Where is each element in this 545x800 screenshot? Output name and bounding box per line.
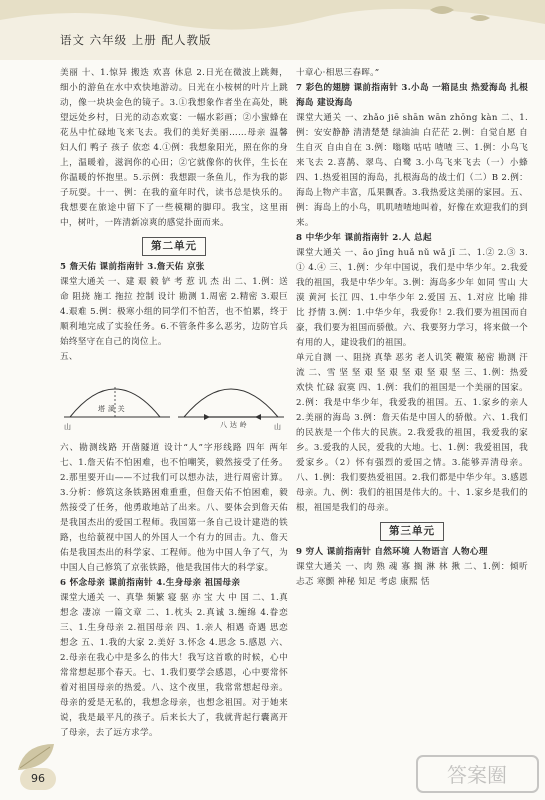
unit3-heading: 第三单元	[296, 522, 528, 541]
lesson9-answers: 课堂大通关 一、肉 熟 魂 寡 搁 淋 林 揪 二、1.例：倾听 忐忑 寒颤 神秘 知足 考虑 康熙 恬	[296, 562, 528, 587]
lesson6-answers: 课堂大通关 一、真挚 频繁 寝 驱 亦 宝 大 中 国 二、1.真 想念 凄凉 一篇文章 二、1.枕头 2.真诚 3.缠绵 4.眷恋 三、1.生身母亲 2.祖国母亲 四、1.亲人 相遇 奇遇 思恋 想念 五、1.我的大家 2.美好 3.怀念 4.思念 5.感恩 六、2.母亲在我心中是多么的伟大！我写这首歌的时候，心中常常想起那个春天。七、1.我们要学会感恩，心中要常怀着对祖国母亲的热爱。八、这个夜里，我常常想起母亲。母亲的爱是无私的，我想念母亲，也想念祖国。对于她来说，我是最平凡的孩子。后来长大了，我就背起行囊离开了母亲，去了远方求学。	[60, 593, 288, 738]
decorative-header-background	[0, 0, 545, 60]
lesson5-answers-continued: 六、勘测线路 开凿隧道 设计“人”字形线路 四年 两年 七、1.詹天佑不怕困难，也不怕嘲笑，毅然接受了任务。2.那里要开山——不过我们可以想办法，进行周密计算。3.分析：修筑这条铁路困难重重，但詹天佑不怕困难，毅然接受了任务，他勇敢地站了出来。八、要体会到詹天佑是我国杰出的爱国工程师。我国第一条自己设计建造的铁路，也给藐视中国人的外国人一个有力的回击。九、詹天佑是我国杰出的科学家、工程师。他为中国人争了气，为中国人自己修筑了京张铁路，他是我国伟大的科学家。	[60, 443, 288, 573]
diagram-label-bottom-right: 山	[274, 423, 282, 431]
unit1-answers-continued: 美丽 十、1.惊异 搬迭 欢喜 休息 2.日光在微波上跳舞，细小的游鱼在水中欢快地游动。日光在小桉树的叶片上跳动，像一块块金色的镜子。3.①我想象作者坐在高处，眺望远处乡村，日光的动态欢宴：一幅水彩画；②小蜜蜂在花丛中忙碌地飞来飞去。我们的美好美丽……母亲 温馨 妇人们 鸭子 孩子 依恋 4.①例：我想象阳光，照在你的身上，温暖着，滋润你的心田；②它就像你的伙伴，生长在你温暖的怀抱里。5.示例：我想跟一条鱼儿，作为我的影子玩耍。十一、例：在我的童年时代，读书总是快乐的。我想要在旅途中留下了一些模糊的脚印。我宝，这里雨中，树叶，一阵清新凉爽的感觉扑面而来。	[60, 68, 288, 228]
unit-self-test: 单元自测 一、阻挠 真挚 恶劣 老人讥笑 鞭策 秘密 勘测 汗流 二、雪 坚 坚 艰 坚 艰 坚 艰 坚 艰 坚 三、1.例：热爱 欢快 忙碌 寂寞 四、1.例：我们的祖国是一个美丽的国家。2.例：我是中华少年，我爱我的祖国。五、1.家乡的亲人 2.美丽的海岛 3.例：詹天佑是中国人的骄傲。六、1.我们的民族是一个伟大的民族。2.我爱我的祖国，我爱我的家乡。3.爱我的人民，爱我的大地。七、1.例：我爱祖国，我爱家乡。（2）怀有强烈的爱国之情。3.能够弄清母亲。八、1.例：我们要热爱祖国。2.我们都是中华少年。3.感恩母亲。九、例：我们的祖国是伟大的。十、1.家乡是我们的根，祖国是我们的母亲。	[296, 353, 528, 513]
svg-text:答案圈: 答案圈	[447, 763, 507, 787]
watermark-logo-icon	[415, 752, 540, 796]
lesson5-title: 5 詹天佑 课前指南针 3.詹天佑 京张	[60, 262, 205, 272]
diagram-label-right-top: 八 达 岭	[220, 421, 247, 429]
diagram-label-bottom-left: 山	[64, 423, 72, 431]
lesson6-title: 6 怀念母亲 课前指南针 4.生身母亲 祖国母亲	[60, 578, 241, 588]
unit2-heading: 第二单元	[60, 237, 288, 256]
question-five-label: 五、	[60, 352, 78, 362]
page-header: 语文 六年级 上册 配人教版	[60, 33, 212, 47]
lesson8-answers: 课堂大通关 一、āo jīng huǎ nǔ wǎ jī 二、1.② 2.③ 3.① 4.④ 三、1.例：少年中国说，我们是中华少年。2.我爱我的祖国，我是中华少年。3.例：海岛多少年 如同 雪山 大漠 黄河 长江 四、1.中华少年 2.爱国 五、1.对应 比喻 排比 抒情 3.例：1.中华少年，我爱你！2.我们要为祖国而自豪，我们要为祖国而骄傲。六、我要努力学习，将来做一个有用的人，建设我们的祖国。	[296, 248, 528, 348]
diagram-label-left-top: 塔 溪 关	[98, 405, 125, 413]
lesson6-answers-end: 十章心·相思三春晖。”	[296, 68, 380, 78]
lesson5-answers: 课堂大通关 一、建 艰 毅 铲 考 惹 讥 杰 出 二、1.例：送命 阻挠 施工 拖拉 控制 设计 勘测 1.周密 2.精密 3.艰巨 4.艰难 5.例：极寒小组的同学们不怕苦，也不怕累，终于顺利地完成了实验任务。6.不管条件多么恶劣，边防官兵始终坚守在自己的岗位上。	[60, 277, 288, 347]
left-column	[60, 66, 288, 772]
lesson8-title: 8 中华少年 课前指南针 2.人 总起	[296, 233, 432, 243]
right-column	[296, 66, 528, 772]
lesson7-title: 7 彩色的翅膀 课前指南针 3.小岛 一箱昆虫 热爱海岛 扎根海岛 建设海岛	[296, 83, 528, 108]
lesson9-title: 9 穷人 课前指南针 自然环境 人物语言 人物心理	[296, 547, 488, 557]
lesson7-answers: 课堂大通关 一、zhǎo jiē shān wān zhōng kàn 二、1.例：安安静静 清清楚楚 绿油油 白茫茫 2.例：自觉自愿 自生自灭 自由自在 3.例：嗡嗡 咕咕 喳喳 三、1.例：小鸟飞来飞去 2.喜鹊、翠鸟、白鹭 3.小鸟飞来飞去（一）小蜂 四、1.热爱祖国的海岛，扎根海岛的战士们（二）B 2.例：海岛上物产丰富，瓜果飘香。3.我热爱这美丽的家园。五、例：海岛上的小鸟，叽叽喳喳地叫着，好像在欢迎我们的到来。	[296, 113, 528, 228]
page-number: 96	[20, 768, 56, 790]
tunnel-excavation-diagram	[60, 367, 288, 433]
